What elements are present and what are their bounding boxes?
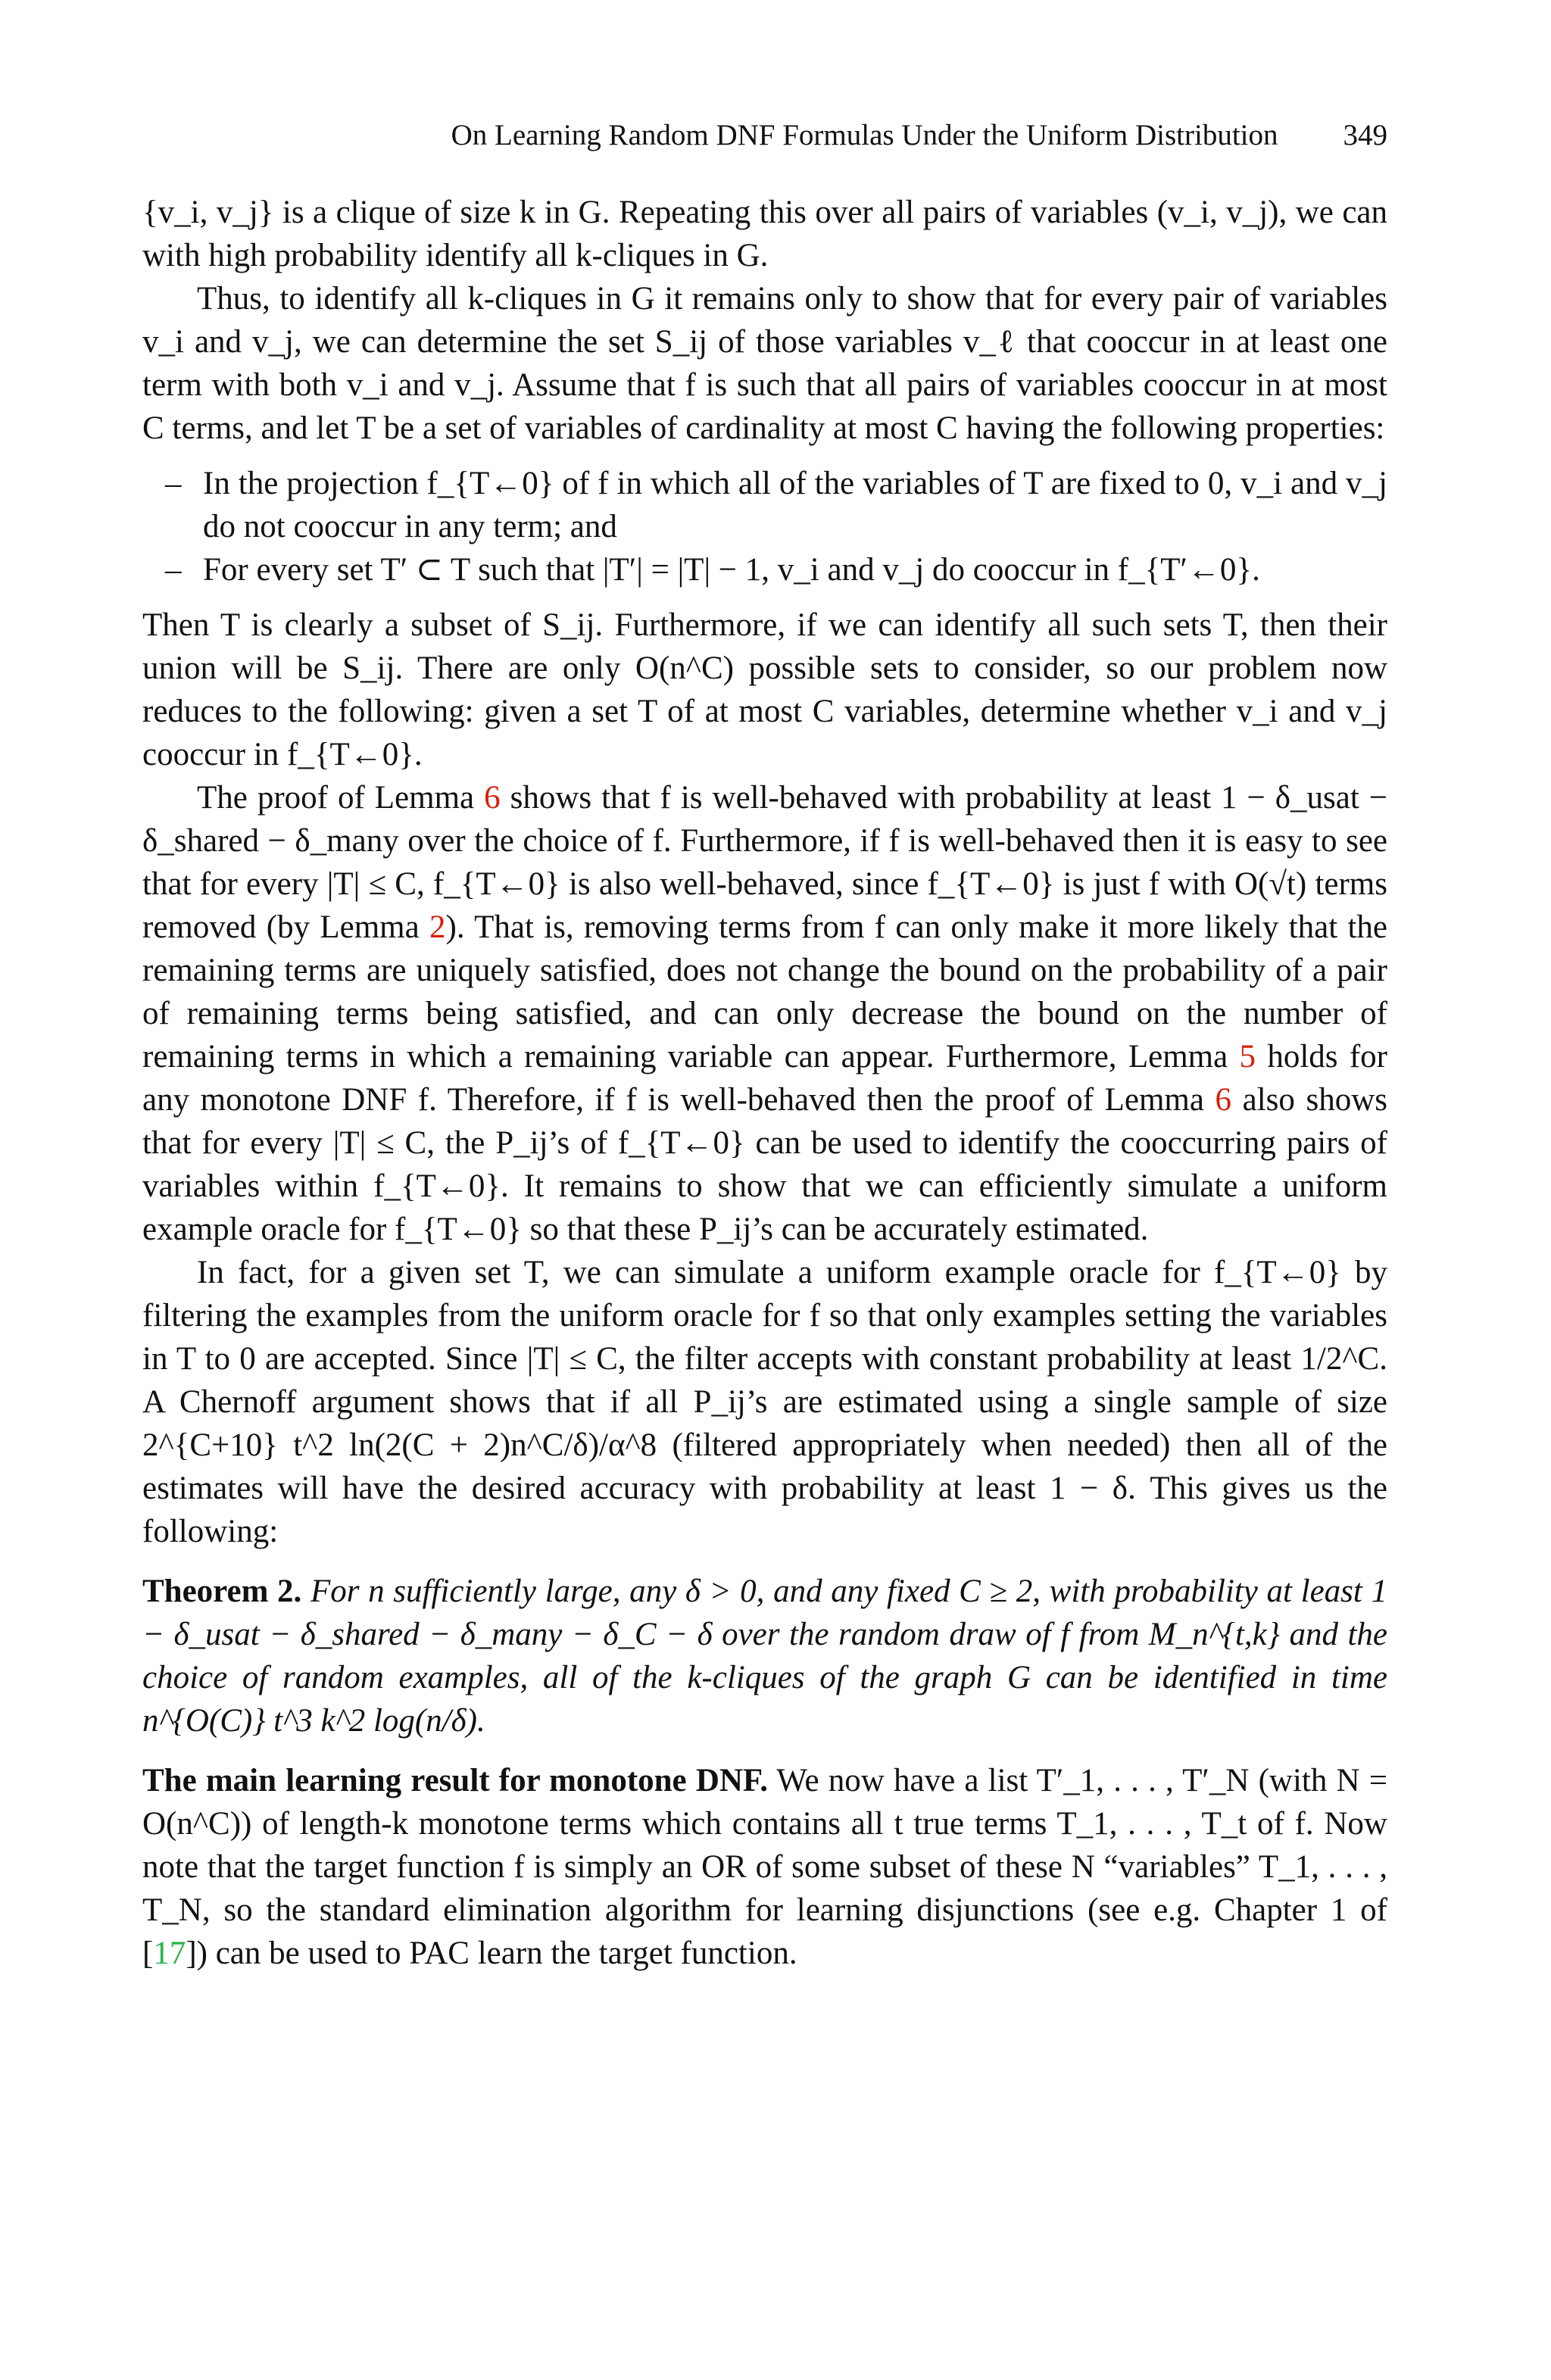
paragraph-4: The proof of Lemma 6 shows that f is well-behaved with probability at least 1 − δ_usat − δ_shared − δ_many over the choice of f. Furthermore, if f is well-behaved then it is easy to see that for every |T| ≤ C, f_{T←0} is also well-behaved, since f_{T←0} is just f with O(√t) terms removed (by Lemma 2). That is, removing terms from f can only make it more likely that the remaining terms are uniquely satisfied, does not change the bound on the probability of a pair of remaining terms being satisfied, and can only decrease the bound on the number of remaining terms in which a remaining variable can appear. Furthermore, Lemma 5 holds for any monotone DNF f. Therefore, if f is well-behaved then the proof of Lemma 6 also shows that for every |T| ≤ C, the P_ij’s of f_{T←0} can be used to identify the cooccurring pairs of variables within f_{T←0}. It remains to show that we can efficiently simulate a uniform example oracle for f_{T←0} so that these P_ij’s can be accurately estimated. <box>142 780 1388 1247</box>
lemma-6-link[interactable]: 6 <box>484 780 501 816</box>
page <box>142 114 1387 1975</box>
theorem-2 <box>142 1570 1387 1742</box>
property-item-2: – For every set T′ ⊂ T such that |T′| = |T| − 1, v_i and v_j do cooccur in f_{T′←0}. <box>165 552 1260 588</box>
citation-17-link[interactable]: 17 <box>153 1936 186 1971</box>
theorem-text: For n sufficiently large, any δ > 0, and any fixed C ≥ 2, with probability at least 1 − δ_usat − δ_shared − δ_many − δ_C − δ over the random draw of f from M_n^{t,k} and the choice of random examples, all of the k-cliques of the graph G can be identified in time n^{O(C)} t^3 k^2 log(n/δ). <box>142 1574 1387 1739</box>
lemma-6-link-2[interactable]: 6 <box>1215 1082 1232 1118</box>
paragraph-3: Then T is clearly a subset of S_ij. Furthermore, if we can identify all such sets T, then their union will be S_ij. There are only O(n^C) possible sets to consider, so our problem now reduces to the following: given a set T of at most C variables, determine whether v_i and v_j cooccur in f_{T←0}. <box>142 607 1387 772</box>
running-header <box>142 114 1387 157</box>
property-list <box>142 462 1387 591</box>
running-title: On Learning Random DNF Formulas Under the Uniform Distribution <box>451 119 1278 151</box>
property-item-1: – In the projection f_{T←0} of f in which all of the variables of T are fixed to 0, v_i and v_j do not cooccur in any term; and <box>165 466 1387 544</box>
lemma-5-link[interactable]: 5 <box>1239 1039 1256 1075</box>
property-text-1: In the projection f_{T←0} of f in which all of the variables of T are fixed to 0, v_i and v_j do not cooccur in any term; and <box>203 466 1387 544</box>
final-paragraph: The main learning result for monotone DNF. We now have a list T′_1, . . . , T′_N (with N = O(n^C)) of length-k monotone terms which contains all t true terms T_1, . . . , T_t of f. Now note that the target function f is simply an OR of some subset of these N “variables” T_1, . . . , T_N, so the standard elimination algorithm for learning disjunctions (see e.g. Chapter 1 of [17]) can be used to PAC learn the target function. <box>142 1763 1388 1971</box>
run-in-heading: The main learning result for monotone DNF. <box>142 1763 768 1798</box>
paragraph-5: In fact, for a given set T, we can simulate a uniform example oracle for f_{T←0} by filtering the examples from the uniform oracle for f so that only examples setting the variables in T to 0 are accepted. Since |T| ≤ C, the filter accepts with constant probability at least 1/2^C. A Chernoff argument shows that if all P_ij’s are estimated using a single sample of size 2^{C+10} t^2 ln(2(C + 2)n^C/δ)/α^8 (filtered appropriately when needed) then all of the estimates will have the desired accuracy with probability at least 1 − δ. This gives us the following: <box>142 1255 1387 1549</box>
page-number: 349 <box>1343 119 1387 151</box>
theorem-label: Theorem 2. <box>142 1574 302 1609</box>
lemma-2-link[interactable]: 2 <box>429 909 446 945</box>
property-text-2: For every set T′ ⊂ T such that |T′| = |T| − 1, v_i and v_j do cooccur in f_{T′←0}. <box>203 552 1260 588</box>
paragraph-1: {v_i, v_j} is a clique of size k in G. Repeating this over all pairs of variables (v_i, v_j), we can with high probability identify all k-cliques in G. <box>142 195 1387 273</box>
paragraph-2: Thus, to identify all k-cliques in G it remains only to show that for every pair of variables v_i and v_j, we can determine the set S_ij of those variables v_ℓ that cooccur in at least one term with both v_i and v_j. Assume that f is such that all pairs of variables cooccur in at most C terms, and let T be a set of variables of cardinality at most C having the following properties: <box>142 281 1387 446</box>
